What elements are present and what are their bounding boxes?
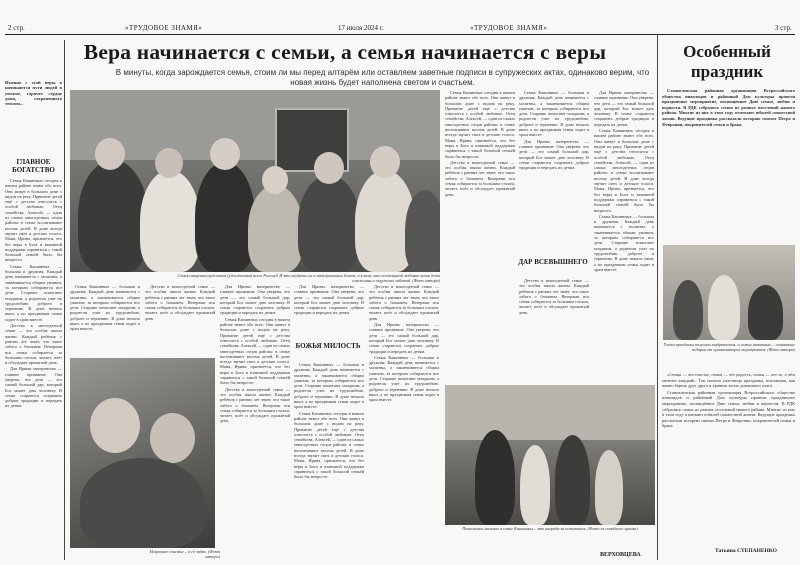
- column-5-text: Семья Кашинных — большая и дружная. Каждый день начинается с молитвы, а заканчивается общим ужином, за которым собираются все дети. Старшие помогают младшим, а родители учат их трудолюбию, доброте и терпению. В доме немало икон, а по праздникам семья ходит в храм вместе.: [294, 362, 364, 410]
- article-author: ВЕРХОВЦЕВА: [600, 552, 641, 558]
- family-photo: [70, 90, 440, 272]
- sidebar-article: [662, 88, 795, 243]
- person-figure: [140, 170, 200, 272]
- article-title: Вера начинается с семьи, а семья начинается с веры: [83, 40, 607, 64]
- article-column-4: [220, 284, 290, 554]
- sidebar-quote: «Семья — это счастье, семья — это радость, семья — это то, о чём мечтает каждый». Так сказала участница праздника, вспоминая, как важно беречь друг друга и хранить тепло домашнего очага.: [662, 372, 795, 389]
- column-7-text-continued: Детство в многодетной семье — это особая школа жизни. Каждый ребёнок с ранних лет знает, что такое забота о ближнем. Вечерами вся семья собирается за большим столом, читает, поёт и обсуждает прожитый день.: [445, 159, 515, 197]
- column-1-text-continued: Семья Кашинных — большая и дружная. Каждый день начинается с молитвы, а заканчивается общим ужином, за которым собираются все дети. Старшие помогают младшим, а родители учат их трудолюбию, доброте и терпению. В доме немало икон, а по праздникам семья ходит в храм вместе.: [5, 263, 62, 322]
- subhead-gods-mercy: БОЖЬЯ МИЛОСТЬ: [295, 342, 361, 350]
- person-figure: [195, 162, 255, 272]
- column-3-text: Детство в многодетной семье — это особая школа жизни. Каждый ребёнок с ранних лет знает, что такое забота о ближнем. Вечерами вся семья собирается за большим столом, читает, поёт и обсуждает прожитый день.: [145, 284, 215, 321]
- left-page-number: 2 стр.: [8, 24, 25, 32]
- church-interior: [445, 385, 655, 440]
- sidebar-article-continued: [662, 372, 795, 537]
- person-head: [155, 148, 183, 178]
- person-figure: [708, 275, 740, 340]
- person-head: [314, 152, 344, 184]
- article-lead: В минуты, когда зарождается семья, стоим ли мы перед алтарём или оставляем заветные подписи в супружеских актах, одинаково верим, что новая жизнь будет наполнена светом и счастьем.: [115, 68, 650, 87]
- right-page-number: 3 стр.: [775, 24, 792, 32]
- header-rule: [5, 34, 795, 35]
- article-intro: Именно с этой веры в начинаются пути людей в уютное, горячее сердце дома, сохраненного теплом...: [5, 80, 62, 107]
- column-9-text: Для Ирины материнство — главное призвание. Она уверена, что дети — это самый большой дар, который Бог может дать человеку. В семье стараются сохранить добрые традиции и передать их детям.: [594, 90, 654, 127]
- church-photo-caption: Помолились малыши в семье Кашинных – это награда за испытания. (Фото из семейного архива): [462, 526, 638, 531]
- column-6-text: Детство в многодетной семье — это особая школа жизни. Каждый ребёнок с ранних лет знает, что такое забота о ближнем. Вечерами вся семья собирается за большим столом, читает, поёт и обсуждает прожитый день.: [369, 284, 439, 321]
- article-column-3: [145, 284, 215, 354]
- sidebar-title: Особенный праздник: [683, 42, 771, 81]
- sidebar-photo: [663, 245, 795, 340]
- column-4-text: Для Ирины материнство — главное призвание. Она уверена, что дети — это самый большой дар, который Бог может дать человеку. В семье стараются сохранить добрые традиции и передать их детям.: [220, 284, 290, 316]
- column-divider: [64, 40, 65, 560]
- person-figure: [520, 445, 550, 525]
- right-newspaper-name: «ТРУДОВОЕ ЗНАМЯ»: [470, 24, 548, 32]
- person-head: [210, 138, 240, 170]
- person-head: [95, 138, 125, 170]
- subhead-gift-of-almighty: ДАР ВСЕВЫШНЕГО: [518, 258, 588, 266]
- column-4-text-continued: Семья Кашинных сегодня в нашем районе знают обо всех. Они живут в большом доме с видом на реку. Привитие детей ещё с детства относится с особой любовью. Отец семейства, Алексей, — один из самых многодетных отцов района: в семье воспитывают восемь детей. В доме всегда звучит смех и детские голоса. Мама, Ирина, признаётся, что без веры в Бога и взаимной поддержки справиться с такой большой семьёй было бы непросто.: [220, 316, 290, 386]
- children-photo: [70, 358, 215, 548]
- column-1-text: Семья Кашинных сегодня в нашем районе знают обо всех. Они живут в большом доме с видом на реку. Привитие детей ещё с детства относится с особой любовью. Отец семейства, Алексей, — один из самых многодетных отцов района: в семье воспитывают восемь детей. В доме всегда звучит смех и детские голоса. Мама, Ирина, признаётся, что без веры в Бога и взаимной поддержки справиться с такой большой семьёй было бы непросто.: [5, 178, 62, 263]
- article-column-8-lower: [519, 278, 589, 378]
- column-1-text-end: Для Ирины материнство — главное призвание. Она уверена, что дети — это самый большой дар, который Бог может дать человеку. В семье стараются сохранить добрые традиции и передать их детям.: [5, 366, 62, 409]
- article-column-6: [369, 284, 439, 554]
- person-figure: [298, 175, 360, 272]
- column-5-text-continued: Семья Кашинных сегодня в нашем районе знают обо всех. Они живут в большом доме с видом на реку. Привитие детей ещё с детства относится с особой любовью. Отец семейства, Алексей, — один из самых многодетных отцов района: в семье воспитывают восемь детей. В доме всегда звучит смех и детские голоса. Мама, Ирина, признаётся, что без веры в Бога и взаимной поддержки справиться с такой большой семьёй было бы непросто.: [294, 410, 364, 480]
- person-figure: [78, 160, 148, 272]
- family-photo-caption: Семья священнослужителя (удостоенной всего Россия)! И это неудачно не в материальных благах, а в том, что постоянной любовью наши дети счастливы и окружены заботой. (Фото автора): [177, 273, 440, 283]
- article-column-9: [594, 90, 654, 380]
- children-photo-caption: Искреннее счастье – в её чадах. (Фото автора): [149, 549, 220, 559]
- child-head: [150, 413, 195, 463]
- left-newspaper-name: «ТРУДОВОЕ ЗНАМЯ»: [125, 24, 203, 32]
- column-6-text-more: Семья Кашинных — большая и дружная. Каждый день начинается с молитвы, а заканчивается общим ужином, за которым собираются все дети. Старшие помогают младшим, а родители учат их трудолюбию, доброте и терпению. В доме немало икон, а по праздникам семья ходит в храм вместе.: [369, 354, 439, 403]
- column-2-text: Семья Кашинных — большая и дружная. Каждый день начинается с молитвы, а заканчивается общим ужином, за которым собираются все дети. Старшие помогают младшим, а родители учат их трудолюбию, доброте и терпению. В доме немало икон, а по праздникам семья ходит в храм вместе.: [70, 284, 140, 332]
- person-figure: [248, 185, 303, 272]
- column-4-text-more: Детство в многодетной семье — это особая школа жизни. Каждый ребёнок с ранних лет знает, что такое забота о ближнем. Вечерами вся семья собирается за большим столом, читает, поёт и обсуждает прожитый день.: [220, 386, 290, 424]
- column-9-text-continued: Семья Кашинных сегодня в нашем районе знают обо всех. Они живут в большом доме с видом на реку. Привитие детей ещё с детства относится с особой любовью. Отец семейства, Алексей, — один из самых многодетных отцов района: в семье воспитывают восемь детей. В доме всегда звучит смех и детские голоса. Мама, Ирина, признаётся, что без веры в Бога и взаимной поддержки справиться с такой большой семьёй было бы непросто.: [594, 128, 654, 213]
- column-9-text-more: Семья Кашинных — большая и дружная. Каждый день начинается с молитвы, а заканчивается общим ужином, за которым собираются все дети. Старшие помогают младшим, а родители учат их трудолюбию, доброте и терпению. В доме немало икон, а по праздникам семья ходит в храм вместе.: [594, 213, 654, 272]
- person-head: [262, 166, 288, 194]
- column-5-top-text: Для Ирины материнство — главное призвание. Она уверена, что дети — это самый большой дар, который Бог может дать человеку. В семье стараются сохранить добрые традиции и передать их детям.: [294, 284, 364, 316]
- column-1-text-more: Детство в многодетной семье — это особая школа жизни. Каждый ребёнок с ранних лет знает, что такое забота о ближнем. Вечерами вся семья собирается за большим столом, читает, поёт и обсуждает прожитый день.: [5, 323, 62, 366]
- column-7-text: Семья Кашинных сегодня в нашем районе знают обо всех. Они живут в большом доме с видом на реку. Привитие детей ещё с детства относится с особой любовью. Отец семейства, Алексей, — один из самых многодетных отцов района: в семье воспитывают восемь детей. В доме всегда звучит смех и детские голоса. Мама, Ирина, признаётся, что без веры в Бога и взаимной поддержки справиться с такой большой семьёй было бы непросто.: [445, 90, 515, 159]
- sidebar-divider: [657, 35, 658, 560]
- article-column-5-top: [294, 284, 364, 340]
- column-8-text-continued: Для Ирины материнство — главное призвание. Она уверена, что дети — это самый большой дар, который Бог может дать человеку. В семье стараются сохранить добрые традиции и передать их детям.: [519, 138, 589, 171]
- person-figure: [673, 280, 703, 340]
- sidebar-author: Татьяна СТЕПАНЕНКО: [715, 548, 777, 554]
- sidebar-text-continued: Становленская районная организация Всероссийского общества инвалидов и районный Дом культуры провели праздничное мероприятие, посвящённое Дню семьи, любви и верности. В РДК собрались семьи из разных поселений нашего района. Многие из них в этом году отмечают юбилей совместной жизни. Ведущие праздника рассказали историю святых Петра и Февронии, покровителей семьи и брака.: [662, 389, 795, 429]
- person-figure: [748, 285, 783, 340]
- article-column-5: [294, 362, 364, 558]
- subhead-main-wealth: ГЛАВНОЕ БОГАТСТВО: [12, 158, 55, 174]
- person-figure: [595, 450, 623, 525]
- article-column-2: [70, 284, 140, 354]
- person-figure: [555, 435, 590, 525]
- article-column-8: [519, 90, 589, 250]
- column-8-text: Семья Кашинных — большая и дружная. Каждый день начинается с молитвы, а заканчивается общим ужином, за которым собираются все дети. Старшие помогают младшим, а родители учат их трудолюбию, доброте и терпению. В доме немало икон, а по праздникам семья ходит в храм вместе.: [519, 90, 589, 138]
- article-column-1: [5, 178, 62, 468]
- sidebar-text: Становленская районная организация Всероссийского общества инвалидов и районный Дом культуры провели праздничное мероприятие, посвящённое Дню семьи, любви и верности. В РДК собрались семьи из разных поселений нашего района. Многие из них в этом году отмечают юбилей совместной жизни. Ведущие праздника рассказали историю святых Петра и Февронии, покровителей семьи и брака.: [662, 88, 795, 127]
- column-8-lower-text: Детство в многодетной семье — это особая школа жизни. Каждый ребёнок с ранних лет знает, что такое забота о ближнем. Вечерами вся семья собирается за большим столом, читает, поёт и обсуждает прожитый день.: [519, 278, 589, 315]
- column-6-text-continued: Для Ирины материнство — главное призвание. Она уверена, что дети — это самый большой дар, который Бог может дать человеку. В семье стараются сохранить добрые традиции и передать их детям.: [369, 322, 439, 354]
- person-figure: [475, 430, 515, 525]
- issue-date: 17 июля 2024 г.: [338, 24, 384, 32]
- church-photo: [445, 385, 655, 525]
- person-head: [370, 146, 400, 178]
- sidebar-photo-caption: Гости праздника получили поздравления, а самые активные — памятные подарки от организаторов мероприятия. (Фото автора): [663, 342, 795, 352]
- children-figures: [80, 458, 205, 548]
- child-head: [90, 398, 140, 453]
- person-figure: [405, 190, 440, 272]
